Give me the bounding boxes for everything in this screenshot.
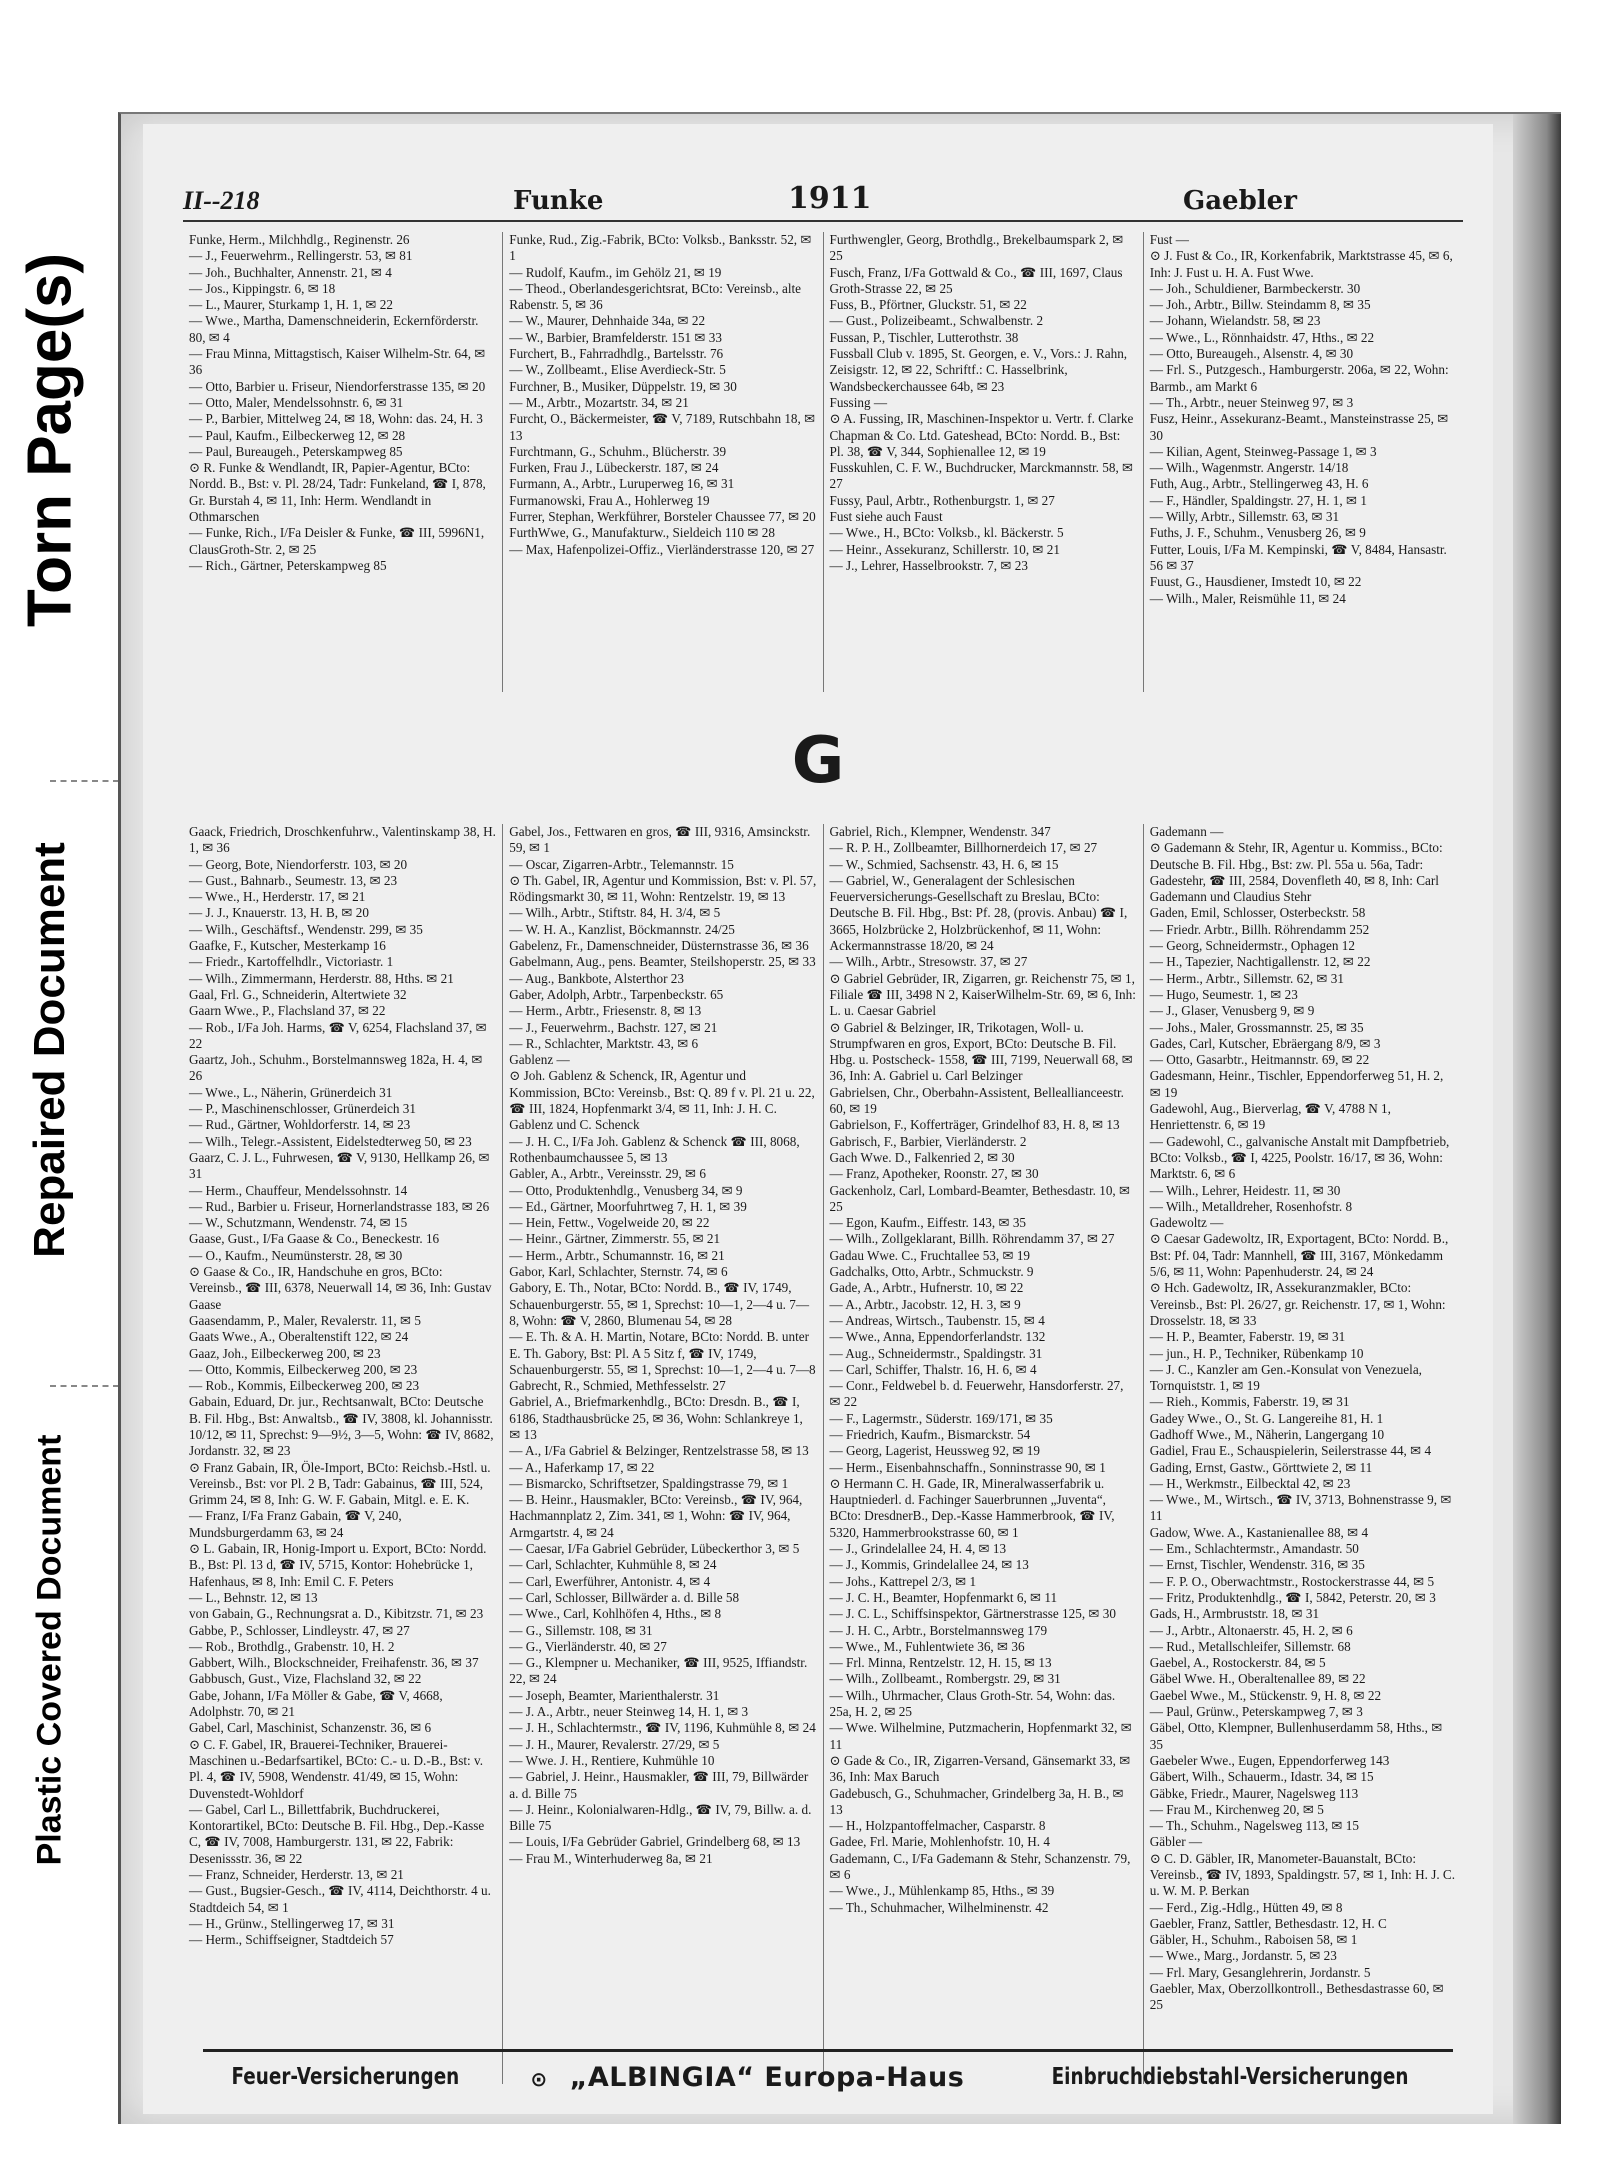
directory-entry: — Wilh., Lehrer, Heidestr. 11, ✉ 30 <box>1149 1182 1341 1198</box>
column <box>503 232 823 692</box>
directory-entry: ⊙ Gabriel Gebrüder, IR, Zigarren, gr. Reichenstr 75, ✉ 1, Filiale ☎ III, 3498 N 2, KaiserWilhelm-Str. 69, ✉ 6, Inh: L. u. Caesar Gabriel <box>829 970 1136 1019</box>
directory-entry: — J. H. C., Arbtr., Borstelmannsweg 179 <box>829 1622 1048 1638</box>
directory-entry: — Otto, Produktenhdlg., Venusberg 34, ✉ 9 <box>509 1182 743 1198</box>
directory-entry: Furthwengler, Georg, Brothdlg., Brekelbaumspark 2, ✉ 25 <box>829 232 1124 264</box>
directory-entry: — Wilh., Arbtr., Stresowstr. 37, ✉ 27 <box>829 954 1028 970</box>
directory-entry: — J. C. L., Schiffsinspektor, Gärtnerstrasse 125, ✉ 30 <box>829 1606 1116 1622</box>
directory-entry: — Willy, Arbtr., Sillemstr. 63, ✉ 31 <box>1149 509 1340 525</box>
directory-entry: Gabrielsen, Chr., Oberbahn-Assistent, Belleallianceestr. 60, ✉ 19 <box>829 1084 1124 1117</box>
directory-entry: — J. H., Schlachtermstr., ☎ IV, 1196, Kuhmühle 8, ✉ 24 <box>509 1720 816 1736</box>
footer-brand-text: „ALBINGIA“ Europa-Haus <box>569 2061 965 2093</box>
directory-entry: — B. Heinr., Hausmakler, BCto: Vereinsb., ☎ IV, 964, Hachmannplatz 2, Zim. 341, ✉ 1, Wohn: ☎ IV, 964, Armgartstr. 4, ✉ 24 <box>509 1492 803 1540</box>
directory-entry: — J., Grindelallee 24, H. 4, ✉ 13 <box>829 1541 1007 1557</box>
directory-entry: Gadebusch, G., Schuhmacher, Grindelberg 3a, H. B., ✉ 13 <box>829 1785 1124 1817</box>
section-letter: G <box>791 724 845 798</box>
directory-entry: Fusz, Heinr., Assekuranz-Beamt., Mansteinstrasse 25, ✉ 30 <box>1149 411 1449 443</box>
directory-entry: ⊙ Gabriel & Belzinger, IR, Trikotagen, Woll- u. Strumpfwaren en gros, Export, BCto: Deutsche B. Fil. Hbg. u. Postscheck- 1558, ☎ III, 7199, Neuerwall 68, ✉ 36, Inh: A. Gabriel u. Carl Belzinger <box>829 1019 1133 1084</box>
directory-entry: Gabriel, A., Briefmarkenhdlg., BCto: Dresdn. B., ☎ I, 6186, Stadthausbrücke 25, ✉ 36, Wohn: Schlankreye 1, ✉ 13 <box>509 1394 803 1442</box>
page-number: II--218 <box>183 186 260 215</box>
directory-entry: Furchtmann, G., Schuhm., Blücherstr. 39 <box>509 443 727 459</box>
page-header <box>183 181 1463 222</box>
directory-entry: Fuust, G., Hausdiener, Imstedt 10, ✉ 22 <box>1149 574 1362 590</box>
torn-pages-label: Torn Page(s) <box>15 252 85 628</box>
directory-entry: — Johs., Kattrepel 2/3, ✉ 1 <box>829 1573 977 1589</box>
directory-entry: Furrer, Stephan, Werkführer, Borsteler Chaussee 77, ✉ 20 <box>509 509 816 525</box>
directory-entry: — Paul, Grünw., Peterskampweg 7, ✉ 3 <box>1149 1704 1363 1720</box>
directory-entry: — Wilh., Zimmermann, Herderstr. 88, Hths. ✉ 21 <box>189 970 454 986</box>
directory-entry: — Wilh., Uhrmacher, Claus Groth-Str. 54, Wohn: das. 25a, H. 2, ✉ 25 <box>829 1687 1116 1720</box>
footer-left-text: Feuer-Versicherungen <box>231 2064 460 2090</box>
directory-entry: — Rob., Brothdlg., Grabenstr. 10, H. 2 <box>189 1638 395 1654</box>
directory-entry: — Wilh., Zollgeklarant, Billh. Röhrendamm 37, ✉ 27 <box>829 1231 1115 1247</box>
directory-entry: — Gadewohl, C., galvanische Anstalt mit Dampfbetrieb, BCto: Volksb., ☎ I, 4225, Poolstr. 16/17, ✉ 36, Wohn: Marktstr. 6, ✉ 6 <box>1149 1133 1450 1182</box>
directory-entry: — Hein, Fettw., Vogelweide 20, ✉ 22 <box>509 1215 710 1231</box>
directory-entry: — Conr., Feldwebel b. d. Feuerwehr, Hansdorferstr. 27, ✉ 22 <box>829 1378 1124 1410</box>
directory-entry: ⊙ Th. Gabel, IR, Agentur und Kommission, Bst: v. Pl. 57, Rödingsmarkt 30, ✉ 11, Wohn: Rentzelstr. 19, ✉ 13 <box>509 872 817 905</box>
directory-entry: ⊙ C. F. Gabel, IR, Brauerei-Techniker, Brauerei-Maschinen u.-Bedarfsartikel, BCto: C.- u. D.-B., Bst: v. Pl. 4, ☎ IV, 5908, Wendenstr. 41/49, ✉ 15, Wohn: Duvenstedt-Wohldorf <box>189 1736 483 1801</box>
directory-entry: — Franz, I/Fa Franz Gabain, ☎ V, 240, Mundsburgerdamm 63, ✉ 24 <box>189 1508 402 1540</box>
directory-entry: — Funke, Rich., I/Fa Deisler & Funke, ☎ III, 5996N1, ClausGroth-Str. 2, ✉ 25 <box>189 525 485 557</box>
directory-entry: — Paul, Bureaugeh., Peterskampweg 85 <box>189 443 403 459</box>
directory-entry: Gabrisch, F., Barbier, Vierländerstr. 2 <box>829 1133 1027 1149</box>
directory-entry: Gads, H., Armbruststr. 18, ✉ 31 <box>1149 1606 1320 1622</box>
directory-entry: — J. C., Kanzler am Gen.-Konsulat von Venezuela, Tornquiststr. 1, ✉ 19 <box>1149 1361 1422 1394</box>
directory-entry: Gaafke, F., Kutscher, Mesterkamp 16 <box>189 938 386 954</box>
directory-entry: — Wwe., J., Mühlenkamp 85, Hths., ✉ 39 <box>829 1883 1055 1899</box>
directory-entry: Gaebler, Franz, Sattler, Bethesdastr. 12, H. C <box>1149 1915 1387 1931</box>
directory-entry: — Wilh., Telegr.-Assistent, Eidelstedterweg 50, ✉ 23 <box>189 1133 472 1149</box>
directory-entry: — Rud., Barbier u. Friseur, Hornerlandstrasse 183, ✉ 26 <box>189 1198 490 1214</box>
directory-entry: — Oscar, Zigarren-Arbtr., Telemannstr. 15 <box>509 856 734 872</box>
bullet-icon: ⊙ <box>530 2066 548 2091</box>
directory-entry: — jun., H. P., Techniker, Rübenkamp 10 <box>1149 1345 1364 1361</box>
directory-entry: — Gust., Polizeibeamt., Schwalbenstr. 2 <box>829 313 1044 329</box>
directory-entry: Fust — <box>1149 232 1189 247</box>
directory-entry: Furmanowski, Frau A., Hohlerweg 19 <box>509 492 710 508</box>
directory-entry: — Wwe., Carl, Kohlhöfen 4, Hths., ✉ 8 <box>509 1606 722 1622</box>
directory-entry: — Wwe. J. H., Rentiere, Kuhmühle 10 <box>509 1752 715 1768</box>
directory-entry: Gaaz, Joh., Eilbeckerweg 200, ✉ 23 <box>189 1345 381 1361</box>
directory-entry: — Wwe., H., BCto: Volksb., kl. Bäckerstr. 5 <box>829 525 1064 541</box>
bottom-columns <box>183 824 1463 2084</box>
directory-entry: ⊙ Franz Gabain, IR, Öle-Import, BCto: Reichsb.-Hstl. u. Vereinsb., Bst: vor Pl. 2 B, Tadr: Gabainus, ☎ III, 524, Grimm 24, ✉ 8, Inh: G. W. F. Gabain, Mitgl. e. E. K. <box>189 1459 491 1508</box>
directory-entry: Fusch, Franz, I/Fa Gottwald & Co., ☎ III, 1697, Claus Groth-Strasse 22, ✉ 25 <box>829 264 1123 296</box>
directory-entry: ⊙ Gademann & Stehr, IR, Agentur u. Kommiss., BCto: Deutsche B. Fil. Hbg., Bst: zw. Pl. 55a u. 56a, Tadr: Gadestehr, ☎ III, 2584, Dovenfleth 40, ✉ 8, Inh: Carl Gademann und Claudius Stehr <box>1149 840 1443 905</box>
directory-entry: — Andreas, Wirtsch., Taubenstr. 15, ✉ 4 <box>829 1312 1045 1328</box>
directory-entry: ⊙ L. Gabain, IR, Honig-Import u. Export, BCto: Nordd. B., Bst: Pl. 13 d, ☎ IV, 5715, Kontor: Hohebrücke 1, Hafenhaus, ✉ 8, Inh: Emil C. F. Peters <box>189 1541 487 1589</box>
directory-entry: — G., Vierländerstr. 40, ✉ 27 <box>509 1638 667 1654</box>
directory-entry: — Gabriel, J. Heinr., Hausmakler, ☎ III, 79, Billwärder a. d. Bille 75 <box>509 1769 809 1801</box>
column <box>503 824 823 2084</box>
directory-entry: — Max, Hafenpolizei-Offiz., Vierländerstrasse 120, ✉ 27 <box>509 541 815 557</box>
directory-entry: Gabain, Eduard, Dr. jur., Rechtsanwalt, BCto: Deutsche B. Fil. Hbg., Bst: Anwaltsb., ☎ IV, 3808, kl. Johannisstr. 10/12, ✉ 11, Sprechst: 9—9½, 3—5, Wohn: ☎ IV, 8682, Jordanstr. 32, ✉ 23 <box>189 1394 494 1459</box>
directory-entry: Gaebel Wwe., M., Stückenstr. 9, H. 8, ✉ 22 <box>1149 1687 1382 1703</box>
column <box>183 824 503 2084</box>
directory-entry: FurthWwe, G., Manufakturw., Sieldeich 110 ✉ 28 <box>509 525 775 541</box>
directory-entry: — Otto, Gasarbtr., Heitmannstr. 69, ✉ 22 <box>1149 1052 1370 1068</box>
directory-entry: Gabor, Karl, Schlachter, Sternstr. 74, ✉ 6 <box>509 1264 728 1280</box>
directory-entry: Futter, Louis, I/Fa M. Kempinski, ☎ V, 8484, Hansastr. 56 ✉ 37 <box>1149 541 1447 573</box>
directory-entry: — M., Arbtr., Mozartstr. 34, ✉ 21 <box>509 394 689 410</box>
directory-entry: — Wwe., H., Herderstr. 17, ✉ 21 <box>189 889 366 905</box>
directory-entry: — Fritz, Produktenhdlg., ☎ I, 5842, Peterstr. 20, ✉ 3 <box>1149 1589 1436 1605</box>
directory-entry: Fussy, Paul, Arbtr., Rothenburgstr. 1, ✉ 27 <box>829 492 1055 508</box>
directory-entry: Furcht, O., Bäckermeister, ☎ V, 7189, Rutschbahn 18, ✉ 13 <box>509 411 816 443</box>
directory-entry: Gadiel, Frau E., Schauspielerin, Seilerstrasse 44, ✉ 4 <box>1149 1443 1432 1459</box>
directory-entry: — Joh., Buchhalter, Annenstr. 21, ✉ 4 <box>189 264 392 280</box>
directory-entry: — Joseph, Beamter, Marienthalerstr. 31 <box>509 1687 720 1703</box>
directory-entry: — W., Zollbeamt., Elise Averdieck-Str. 5 <box>509 362 726 378</box>
directory-entry: Furken, Frau J., Lübeckerstr. 187, ✉ 24 <box>509 460 719 476</box>
directory-entry: — Aug., Schneidermstr., Spaldingstr. 31 <box>829 1345 1043 1361</box>
directory-entry: ⊙ Joh. Gablenz & Schenck, IR, Agentur und Kommission, BCto: Vereinsb., Bst: Q. 89 f v. Pl. 21 u. 22, ☎ III, 1824, Hopfenmarkt 3/4, ✉ 11, Inh: J. H. C. Gablenz und C. Schenck <box>509 1068 815 1133</box>
directory-entry: — Johs., Maler, Grossmannstr. 25, ✉ 35 <box>1149 1019 1364 1035</box>
directory-entry: Gadesmann, Heinr., Tischler, Eppendorferweg 51, H. 2, ✉ 19 <box>1149 1068 1444 1100</box>
directory-entry: — Wwe., Martha, Damenschneiderin, Eckernförderstr. 80, ✉ 4 <box>189 313 479 345</box>
directory-entry: — F., Händler, Spaldingstr. 27, H. 1, ✉ 1 <box>1149 492 1367 508</box>
directory-entry: — Otto, Bureaugeh., Alsenstr. 4, ✉ 30 <box>1149 346 1354 362</box>
directory-entry: — Joh., Arbtr., Billw. Steindamm 8, ✉ 35 <box>1149 297 1371 313</box>
directory-entry: — Wilh., Geschäftsf., Wendenstr. 299, ✉ 35 <box>189 921 423 937</box>
directory-entry: — L., Behnstr. 12, ✉ 13 <box>189 1589 318 1605</box>
directory-entry: — H. P., Beamter, Faberstr. 19, ✉ 31 <box>1149 1329 1346 1345</box>
directory-entry: — Frau M., Winterhuderweg 8a, ✉ 21 <box>509 1850 713 1866</box>
directory-entry: — L., Maurer, Sturkamp 1, H. 1, ✉ 22 <box>189 297 393 313</box>
directory-entry: — Frl. Mary, Gesanglehrerin, Jordanstr. 5 <box>1149 1964 1371 1980</box>
directory-entry: — Paul, Kaufm., Eilbeckerweg 12, ✉ 28 <box>189 427 406 443</box>
directory-entry: Gadau Wwe. C., Fruchtallee 53, ✉ 19 <box>829 1247 1031 1263</box>
directory-entry: Gabbusch, Gust., Vize, Flachsland 32, ✉ 22 <box>189 1671 422 1687</box>
directory-entry: — Herm., Eisenbahnschaffn., Sonninstrasse 90, ✉ 1 <box>829 1459 1106 1475</box>
directory-entry: — Wilh., Metalldreher, Rosenhofstr. 8 <box>1149 1198 1353 1214</box>
directory-entry: — Rud., Metallschleifer, Sillemstr. 68 <box>1149 1638 1351 1654</box>
directory-entry: — Frl. S., Putzgesch., Hamburgerstr. 206a, ✉ 22, Wohn: Barmb., am Markt 6 <box>1149 362 1449 394</box>
directory-entry: — Kilian, Agent, Steinweg-Passage 1, ✉ 3 <box>1149 443 1377 459</box>
directory-entry: — Georg, Schneidermstr., Ophagen 12 <box>1149 938 1355 954</box>
directory-entry: Gackenholz, Carl, Lombard-Beamter, Bethesdastr. 10, ✉ 25 <box>829 1182 1131 1214</box>
directory-entry: Gading, Ernst, Gastw., Görttwiete 2, ✉ 11 <box>1149 1459 1373 1475</box>
directory-entry: Furchner, B., Musiker, Düppelstr. 19, ✉ 30 <box>509 378 737 394</box>
directory-entry: — W., Barbier, Bramfelderstr. 151 ✉ 33 <box>509 329 722 345</box>
directory-entry: Gadee, Frl. Marie, Mohlenhofstr. 10, H. 4 <box>829 1834 1050 1850</box>
directory-entry: Gaebler, Max, Oberzollkontroll., Bethesdastrasse 60, ✉ 25 <box>1149 1981 1444 2013</box>
directory-entry: — Jos., Kippingstr. 6, ✉ 18 <box>189 280 336 296</box>
header-last-entry: Gaebler <box>1183 186 1297 216</box>
directory-entry: ⊙ R. Funke & Wendlandt, IR, Papier-Agentur, BCto: Nordd. B., Bst: v. Pl. 28/24, Tadr: Funkeland, ☎ I, 878, Gr. Burstah 4, ✉ 11, Inh: Herm. Wendlandt in Othmarschen <box>189 460 486 525</box>
column <box>183 232 503 692</box>
directory-page <box>143 124 1493 2114</box>
directory-entry: — Ed., Gärtner, Moorfuhrtweg 7, H. 1, ✉ 39 <box>509 1198 747 1214</box>
directory-entry: Gabel, Carl, Maschinist, Schanzenstr. 36, ✉ 6 <box>189 1720 432 1736</box>
directory-entry: — J., Arbtr., Altonaerstr. 45, H. 2, ✉ 6 <box>1149 1622 1353 1638</box>
directory-entry: Gabler, A., Arbtr., Vereinsstr. 29, ✉ 6 <box>509 1166 706 1182</box>
column <box>824 232 1144 692</box>
directory-entry: — Herm., Arbtr., Friesenstr. 8, ✉ 13 <box>509 1003 702 1019</box>
scanned-page <box>118 112 1561 2124</box>
column <box>824 824 1144 2084</box>
scan-edge <box>1513 114 1561 2124</box>
directory-entry: — Rob., I/Fa Joh. Harms, ☎ V, 6254, Flachsland 37, ✉ 22 <box>189 1019 487 1051</box>
directory-entry: Gach Wwe. D., Falkenried 2, ✉ 30 <box>829 1149 1015 1165</box>
directory-entry: — Friedrich, Kaufm., Bismarckstr. 54 <box>829 1426 1031 1442</box>
column <box>1144 232 1463 692</box>
directory-entry: Gaebeler Wwe., Eugen, Eppendorferweg 143 <box>1149 1752 1390 1768</box>
directory-entry: — W. H. A., Kanzlist, Böckmannstr. 24/25 <box>509 921 735 937</box>
directory-entry: — Hugo, Seumestr. 1, ✉ 23 <box>1149 986 1298 1002</box>
top-columns <box>183 232 1463 692</box>
directory-entry: — Wilh., Zollbeamt., Rombergstr. 29, ✉ 31 <box>829 1671 1061 1687</box>
directory-entry: — J., Glaser, Venusberg 9, ✉ 9 <box>1149 1003 1315 1019</box>
directory-entry: Gadey Wwe., O., St. G. Langereihe 81, H. 1 <box>1149 1410 1384 1426</box>
repaired-document-label: Repaired Document <box>25 842 74 1258</box>
directory-entry: — Theod., Oberlandesgerichtsrat, BCto: Vereinsb., alte Rabenstr. 5, ✉ 36 <box>509 280 802 313</box>
directory-entry: — Wwe., M., Wirtsch., ☎ IV, 3713, Bohnenstrasse 9, ✉ 11 <box>1149 1492 1452 1524</box>
directory-entry: — A., Haferkamp 17, ✉ 22 <box>509 1459 655 1475</box>
directory-entry: Fuths, J. F., Schuhm., Venusberg 26, ✉ 9 <box>1149 525 1366 541</box>
directory-entry: — J. A., Arbtr., neuer Steinweg 14, H. 1, ✉ 3 <box>509 1704 749 1720</box>
directory-entry: Gäbke, Friedr., Maurer, Nagelsweg 113 <box>1149 1785 1359 1801</box>
directory-entry: — Aug., Bankbote, Alsterthor 23 <box>509 970 684 986</box>
directory-entry: — Friedr. Arbtr., Billh. Röhrendamm 252 <box>1149 921 1370 937</box>
directory-entry: — R., Schlachter, Marktstr. 43, ✉ 6 <box>509 1035 699 1051</box>
directory-entry: — J. Heinr., Kolonialwaren-Hdlg., ☎ IV, 79, Billw. a. d. Bille 75 <box>509 1801 812 1834</box>
directory-entry: Gäbel, Otto, Klempner, Bullenhuserdamm 58, Hths., ✉ 35 <box>1149 1720 1443 1752</box>
directory-entry: Gaartz, Joh., Schuhm., Borstelmannsweg 182a, H. 4, ✉ 26 <box>189 1052 483 1084</box>
directory-entry: — F. P. O., Oberwachtmstr., Rostockerstrasse 44, ✉ 5 <box>1149 1573 1435 1589</box>
directory-entry: — Th., Schuhm., Nagelsweg 113, ✉ 15 <box>1149 1818 1359 1834</box>
directory-entry: — J., Feuerwehrm., Rellingerstr. 53, ✉ 81 <box>189 248 413 264</box>
directory-entry: — G., Sillemstr. 108, ✉ 31 <box>509 1622 653 1638</box>
directory-entry: — Louis, I/Fa Gebrüder Gabriel, Grindelberg 68, ✉ 13 <box>509 1834 801 1850</box>
directory-entry: — Joh., Schuldiener, Barmbeckerstr. 30 <box>1149 280 1361 296</box>
directory-entry: Gadhoff Wwe., M., Näherin, Langergang 10 <box>1149 1426 1385 1442</box>
directory-entry: — G., Klempner u. Mechaniker, ☎ III, 9525, Iffiandstr. 22, ✉ 24 <box>509 1655 808 1687</box>
directory-entry: — Franz, Schneider, Herderstr. 13, ✉ 21 <box>189 1867 404 1882</box>
directory-entry: Fussan, P., Tischler, Lutterothstr. 38 <box>829 329 1019 345</box>
directory-entry: — O., Kaufm., Neumünsterstr. 28, ✉ 30 <box>189 1247 403 1263</box>
directory-entry: ⊙ Gaase & Co., IR, Handschuhe en gros, BCto: Vereinsb., ☎ III, 6378, Neuerwall 14, ✉ 36, Inh: Gustav Gaase <box>189 1264 492 1312</box>
directory-entry: — Ferd., Zig.-Hdlg., Hütten 49, ✉ 8 <box>1149 1899 1343 1915</box>
directory-entry: — J. H. C., I/Fa Joh. Gablenz & Schenck ☎ III, 8068, Rothenbaumchaussee 5, ✉ 13 <box>509 1133 800 1165</box>
directory-entry: Gäbert, Wilh., Schauerm., Idastr. 34, ✉ 15 <box>1149 1769 1374 1785</box>
directory-entry: Gabrecht, R., Schmied, Methfesselstr. 27 <box>509 1378 726 1394</box>
directory-entry: Gablenz — <box>509 1052 570 1068</box>
directory-entry: — Herm., Arbtr., Sillemstr. 62, ✉ 31 <box>1149 970 1344 986</box>
directory-entry: Gaase, Gust., I/Fa Gaase & Co., Beneckestr. 16 <box>189 1231 440 1247</box>
directory-entry: Furmann, A., Arbtr., Luruperweg 16, ✉ 31 <box>509 476 735 492</box>
directory-entry: Gabory, E. Th., Notar, BCto: Nordd. B., ☎ IV, 1749, Schauenburgerstr. 55, ✉ 1, Sprechst: 10—1, 2—4 u. 7—8, Wohn: ☎ V, 2860, Blumenau 54, ✉ 28 <box>509 1280 810 1328</box>
directory-entry: — W., Maurer, Dehnhaide 34a, ✉ 22 <box>509 313 706 329</box>
directory-entry: — Egon, Kaufm., Eiffestr. 143, ✉ 35 <box>829 1215 1027 1231</box>
directory-entry: Gadchalks, Otto, Arbtr., Schmuckstr. 9 <box>829 1264 1034 1280</box>
directory-entry: — J. H., Maurer, Revalerstr. 27/29, ✉ 5 <box>509 1736 720 1752</box>
directory-entry: — Th., Arbtr., neuer Steinweg 97, ✉ 3 <box>1149 394 1354 410</box>
directory-entry: — Georg, Lagerist, Heussweg 92, ✉ 19 <box>829 1443 1040 1459</box>
directory-entry: — Johann, Wielandstr. 58, ✉ 23 <box>1149 313 1321 329</box>
directory-entry: — Frl. Minna, Rentzelstr. 12, H. 15, ✉ 13 <box>829 1655 1052 1671</box>
directory-entry: — Herm., Arbtr., Schumannstr. 16, ✉ 21 <box>509 1247 725 1263</box>
directory-entry: Gäbler, H., Schuhm., Raboisen 58, ✉ 1 <box>1149 1932 1358 1948</box>
directory-entry: — Th., Schuhmacher, Wilhelminenstr. 42 <box>829 1899 1049 1915</box>
footer-advertisement <box>203 2049 1453 2102</box>
directory-entry: — J., Feuerwehrm., Bachstr. 127, ✉ 21 <box>509 1019 718 1035</box>
directory-entry: ⊙ J. Fust & Co., IR, Korkenfabrik, Marktstrasse 45, ✉ 6, Inh: J. Fust u. H. A. Fust Wwe. <box>1149 248 1453 280</box>
directory-entry: — Wwe., L., Näherin, Grünerdeich 31 <box>189 1084 393 1100</box>
directory-entry: — P., Maschinenschlosser, Grünerdeich 31 <box>189 1101 416 1117</box>
directory-entry: — J., Kommis, Grindelallee 24, ✉ 13 <box>829 1557 1029 1573</box>
directory-entry: ⊙ Hermann C. H. Gade, IR, Mineralwasserfabrik u. Hauptniederl. d. Fachinger Sauerbrunnen „Juventa“, BCto: DresdnerB., Dep.-Kasse Hammerbrook, ☎ IV, 5320, Hammerbrookstrasse 60, ✉ 1 <box>829 1475 1115 1540</box>
directory-entry: — R. P. H., Zollbeamter, Billhornerdeich 17, ✉ 27 <box>829 840 1098 856</box>
directory-entry: — H., Werkmstr., Eilbecktal 42, ✉ 23 <box>1149 1475 1351 1491</box>
directory-entry: ⊙ A. Fussing, IR, Maschinen-Inspektor u. Vertr. f. Clarke Chapman & Co. Ltd. Gateshead, BCto: Nordd. B., Bst: Pl. 38, ☎ V, 344, Sophienallee 12, ✉ 19 <box>829 411 1134 459</box>
directory-entry: — Gabriel, W., Generalagent der Schlesischen Feuerversicherungs-Gesellschaft zu Breslau, BCto: Deutsche B. Fil. Hbg., Bst: Pf. 28, (provis. Anbau) ☎ I, 3665, Holzbrücke 2, Holzbrückenhof, ✉ 11, Wohn: Ackermannstrasse 18/20, ✉ 24 <box>829 872 1128 954</box>
directory-entry: Gaack, Friedrich, Droschkenfuhrw., Valentinskamp 38, H. 1, ✉ 36 <box>189 824 496 856</box>
directory-entry: — Wwe. Wilhelmine, Putzmacherin, Hopfenmarkt 32, ✉ 11 <box>829 1720 1132 1752</box>
directory-entry: — E. Th. & A. H. Martin, Notare, BCto: Nordd. B. unter E. Th. Gabory, Bst: Pl. A 5 Sitz f, ☎ IV, 1749, Schauenburgerstr. 55, ✉ 1, Sprechst: 10—1, 2—4 u. 7—8 <box>509 1329 816 1377</box>
directory-entry: — Wilh., Maler, Reismühle 11, ✉ 24 <box>1149 590 1346 606</box>
directory-entry: Fusskuhlen, C. F. W., Buchdrucker, Marckmannstr. 58, ✉ 27 <box>829 460 1134 492</box>
directory-entry: Gabbe, P., Schlosser, Lindleystr. 47, ✉ 27 <box>189 1622 410 1638</box>
directory-entry: — Carl, Schlachter, Kuhmühle 8, ✉ 24 <box>509 1557 717 1573</box>
directory-entry: — Otto, Barbier u. Friseur, Niendorferstrasse 135, ✉ 20 <box>189 378 486 394</box>
directory-entry: — Wwe., M., Fuhlentwiete 36, ✉ 36 <box>829 1638 1025 1654</box>
directory-entry: Gadewoltz — <box>1149 1215 1224 1231</box>
directory-entry: Gade, A., Arbtr., Hufnerstr. 10, ✉ 22 <box>829 1280 1024 1296</box>
directory-entry: Fussball Club v. 1895, St. Georgen, e. V., Vors.: J. Rahn, Zeisigstr. 12, ✉ 22, Schriftf.: C. Hasselbrink, Wandsbeckerchaussee 64b, ✉ 23 <box>829 346 1128 394</box>
directory-entry: — A., Arbtr., Jacobstr. 12, H. 3, ✉ 9 <box>829 1296 1021 1312</box>
directory-entry: — Frau M., Kirchenweg 20, ✉ 5 <box>1149 1801 1324 1817</box>
directory-entry: — Frau Minna, Mittagstisch, Kaiser Wilhelm-Str. 64, ✉ 36 <box>189 346 486 378</box>
directory-entry: — F., Lagermstr., Süderstr. 169/171, ✉ 35 <box>829 1410 1053 1426</box>
directory-entry: — Carl, Schlosser, Billwärder a. d. Bille 58 <box>509 1589 740 1605</box>
directory-entry: — Friedr., Kartoffelhdlr., Victoriastr. 1 <box>189 954 394 970</box>
directory-entry: Fust siehe auch Faust <box>829 509 943 525</box>
directory-entry: — J. C. H., Beamter, Hopfenmarkt 6, ✉ 11 <box>829 1589 1058 1605</box>
directory-entry: — J. J., Knauerstr. 13, H. B, ✉ 20 <box>189 905 369 921</box>
directory-entry: ⊙ C. D. Gäbler, IR, Manometer-Bauanstalt, BCto: Vereinsb., ☎ IV, 1893, Spaldingstr. 57, ✉ 1, Inh: H. J. C. u. W. M. P. Berkan <box>1149 1850 1456 1899</box>
directory-entry: Fuss, B., Pförtner, Gluckstr. 51, ✉ 22 <box>829 297 1027 313</box>
header-year: 1911 <box>788 181 872 216</box>
directory-entry: — Rudolf, Kaufm., im Gehölz 21, ✉ 19 <box>509 264 722 280</box>
directory-entry: — Wwe., L., Rönnhaidstr. 47, Hths., ✉ 22 <box>1149 329 1375 345</box>
column <box>1144 824 1463 2084</box>
directory-entry: — Franz, Apotheker, Roonstr. 27, ✉ 30 <box>829 1166 1039 1182</box>
directory-entry: Gabelmann, Aug., pens. Beamter, Steilshoperstr. 25, ✉ 33 <box>509 954 816 970</box>
directory-entry: — Caesar, I/Fa Gabriel Gebrüder, Lübeckerthor 3, ✉ 5 <box>509 1541 800 1557</box>
directory-entry: — Wwe., Anna, Eppendorferlandstr. 132 <box>829 1329 1046 1345</box>
directory-entry: Fussing — <box>829 394 888 410</box>
directory-entry: — Carl, Schiffer, Thalstr. 16, H. 6, ✉ 4 <box>829 1361 1037 1377</box>
directory-entry: Futh, Aug., Arbtr., Stellingerweg 43, H. 6 <box>1149 476 1369 492</box>
directory-entry: — Heinr., Gärtner, Zimmerstr. 55, ✉ 21 <box>509 1231 721 1247</box>
directory-entry: — Ernst, Tischler, Wendenstr. 316, ✉ 35 <box>1149 1557 1365 1573</box>
directory-entry: Gaats Wwe., A., Oberaltenstift 122, ✉ 24 <box>189 1329 409 1345</box>
directory-entry: — Bismarcko, Schriftsetzer, Spaldingstrasse 79, ✉ 1 <box>509 1475 789 1491</box>
header-first-entry: Funke <box>513 186 604 216</box>
directory-entry: Gadow, Wwe. A., Kastanienallee 88, ✉ 4 <box>1149 1524 1369 1540</box>
directory-entry: Gaarz, C. J. L., Fuhrwesen, ☎ V, 9130, Hellkamp 26, ✉ 31 <box>189 1149 490 1182</box>
directory-entry: Gades, Carl, Kutscher, Ebräergang 8/9, ✉ 3 <box>1149 1035 1381 1051</box>
directory-entry: Gaal, Frl. G., Schneiderin, Altertwiete 32 <box>189 986 407 1002</box>
plastic-covered-label: Plastic Covered Document <box>30 1434 69 1866</box>
directory-entry: von Gabain, G., Rechnungsrat a. D., Kibitzstr. 71, ✉ 23 <box>189 1606 484 1622</box>
directory-entry: — Otto, Kommis, Eilbeckerweg 200, ✉ 23 <box>189 1361 418 1377</box>
directory-entry: — Rob., Kommis, Eilbeckerweg 200, ✉ 23 <box>189 1378 420 1394</box>
directory-entry: Gäbel Wwe. H., Oberaltenallee 89, ✉ 22 <box>1149 1671 1366 1687</box>
directory-entry: — Herm., Chauffeur, Mendelssohnstr. 14 <box>189 1182 408 1198</box>
directory-entry: Gademann — <box>1149 824 1224 839</box>
directory-entry: — Em., Schlachtermstr., Amandastr. 50 <box>1149 1541 1359 1557</box>
directory-entry: Gaden, Emil, Schlosser, Osterbeckstr. 58 <box>1149 905 1366 921</box>
directory-entry: Gäbler — <box>1149 1834 1203 1850</box>
directory-entry: Gadewohl, Aug., Bierverlag, ☎ V, 4788 N 1, Henriettenstr. 6, ✉ 19 <box>1149 1101 1391 1133</box>
footer-right-text: Einbruchdiebstahl-Versicherungen <box>1051 2064 1409 2090</box>
directory-entry: — W., Schutzmann, Wendenstr. 74, ✉ 15 <box>189 1215 408 1231</box>
directory-entry: Furchert, B., Fahrradhdlg., Bartelsstr. 76 <box>509 346 724 362</box>
directory-entry: ⊙ Caesar Gadewoltz, IR, Exportagent, BCto: Nordd. B., Bst: Pf. 04, Tadr: Mannhell, ☎ III, 3167, Mönkedamm 5/6, ✉ 11, Wohn: Papenhuderstr. 24, ✉ 24 <box>1149 1231 1449 1280</box>
directory-entry: — Rieh., Kommis, Faberstr. 19, ✉ 31 <box>1149 1394 1350 1410</box>
directory-entry: — Rich., Gärtner, Peterskampweg 85 <box>189 557 387 573</box>
directory-entry: — Carl, Ewerführer, Antonistr. 4, ✉ 4 <box>509 1573 711 1589</box>
directory-entry: Gabe, Johann, I/Fa Möller & Gabe, ☎ V, 4668, Adolphstr. 70, ✉ 21 <box>189 1687 443 1720</box>
directory-entry: — Georg, Bote, Niendorferstr. 103, ✉ 20 <box>189 856 408 872</box>
footer-middle <box>530 2062 964 2093</box>
directory-entry: — Heinr., Assekuranz, Schillerstr. 10, ✉ 21 <box>829 541 1060 557</box>
directory-entry: Gabel, Jos., Fettwaren en gros, ☎ III, 9316, Amsinckstr. 59, ✉ 1 <box>509 824 811 856</box>
directory-entry: Gademann, C., I/Fa Gademann & Stehr, Schanzenstr. 79, ✉ 6 <box>829 1850 1131 1882</box>
directory-entry: — Wwe., Marg., Jordanstr. 5, ✉ 23 <box>1149 1948 1337 1964</box>
directory-entry: — H., Tapezier, Nachtigallenstr. 12, ✉ 22 <box>1149 954 1371 970</box>
directory-entry: — H., Grünw., Stellingerweg 17, ✉ 31 <box>189 1915 395 1931</box>
directory-entry: — Rud., Gärtner, Wohldorferstr. 14, ✉ 23 <box>189 1117 411 1133</box>
directory-entry: — Gabel, Carl L., Billettfabrik, Buchdruckerei, Kontorartikel, BCto: Deutsche B. Fil. Hbg., Dep.-Kasse C, ☎ IV, 7008, Hamburgerstr. 131, ✉ 22, Fabrik: Desenissstr. 36, ✉ 22 <box>189 1801 485 1866</box>
directory-entry: — J., Lehrer, Hasselbrookstr. 7, ✉ 23 <box>829 557 1028 573</box>
directory-entry: — Wilh., Wagenmstr. Angerstr. 14/18 <box>1149 460 1349 476</box>
side-labels <box>0 0 100 2177</box>
directory-entry: — P., Barbier, Mittelweg 24, ✉ 18, Wohn: das. 24, H. 3 <box>189 411 483 427</box>
directory-entry: — A., I/Fa Gabriel & Belzinger, Rentzelstrasse 58, ✉ 13 <box>509 1443 809 1459</box>
directory-entry: Gabriel, Rich., Klempner, Wendenstr. 347 <box>829 824 1051 839</box>
directory-entry: — H., Holzpantoffelmacher, Casparstr. 8 <box>829 1818 1046 1834</box>
directory-entry: ⊙ Gade & Co., IR, Zigarren-Versand, Gänsemarkt 33, ✉ 36, Inh: Max Baruch <box>829 1752 1131 1785</box>
directory-entry: Gaebel, A., Rostockerstr. 84, ✉ 5 <box>1149 1655 1326 1671</box>
directory-entry: — Gust., Bugsier-Gesch., ☎ IV, 4114, Deichthorstr. 4 u. Stadtdeich 54, ✉ 1 <box>189 1883 491 1915</box>
directory-entry: Gabrielson, F., Kofferträger, Grindelhof 83, H. 8, ✉ 13 <box>829 1117 1120 1133</box>
directory-entry: — Otto, Maler, Mendelssohnstr. 6, ✉ 31 <box>189 394 404 410</box>
directory-entry: — Gust., Bahnarb., Seumestr. 13, ✉ 23 <box>189 872 398 888</box>
directory-entry: — W., Schmied, Sachsenstr. 43, H. 6, ✉ 15 <box>829 856 1059 872</box>
directory-entry: Gabbert, Wilh., Blockschneider, Freihafenstr. 36, ✉ 37 <box>189 1655 479 1671</box>
directory-entry: Funke, Rud., Zig.-Fabrik, BCto: Volksb., Banksstr. 52, ✉ 1 <box>509 232 812 264</box>
directory-entry: ⊙ Hch. Gadewoltz, IR, Assekuranzmakler, BCto: Vereinsb., Bst: Pl. 26/27, gr. Reichenstr. 17, ✉ 1, Wohn: Drosselstr. 18, ✉ 33 <box>1149 1280 1446 1328</box>
directory-entry: Gaber, Adolph, Arbtr., Tarpenbeckstr. 65 <box>509 986 724 1002</box>
directory-entry: — Wilh., Arbtr., Stiftstr. 84, H. 3/4, ✉ 5 <box>509 905 721 921</box>
directory-entry: Funke, Herm., Milchhdlg., Reginenstr. 26 <box>189 232 410 247</box>
directory-entry: — Herm., Schiffseigner, Stadtdeich 57 <box>189 1932 394 1948</box>
directory-entry: Gabelenz, Fr., Damenschneider, Düsternstrasse 36, ✉ 36 <box>509 938 809 954</box>
directory-entry: Gaarn Wwe., P., Flachsland 37, ✉ 22 <box>189 1003 386 1019</box>
directory-entry: Gaasendamm, P., Maler, Revalerstr. 11, ✉ 5 <box>189 1312 421 1328</box>
